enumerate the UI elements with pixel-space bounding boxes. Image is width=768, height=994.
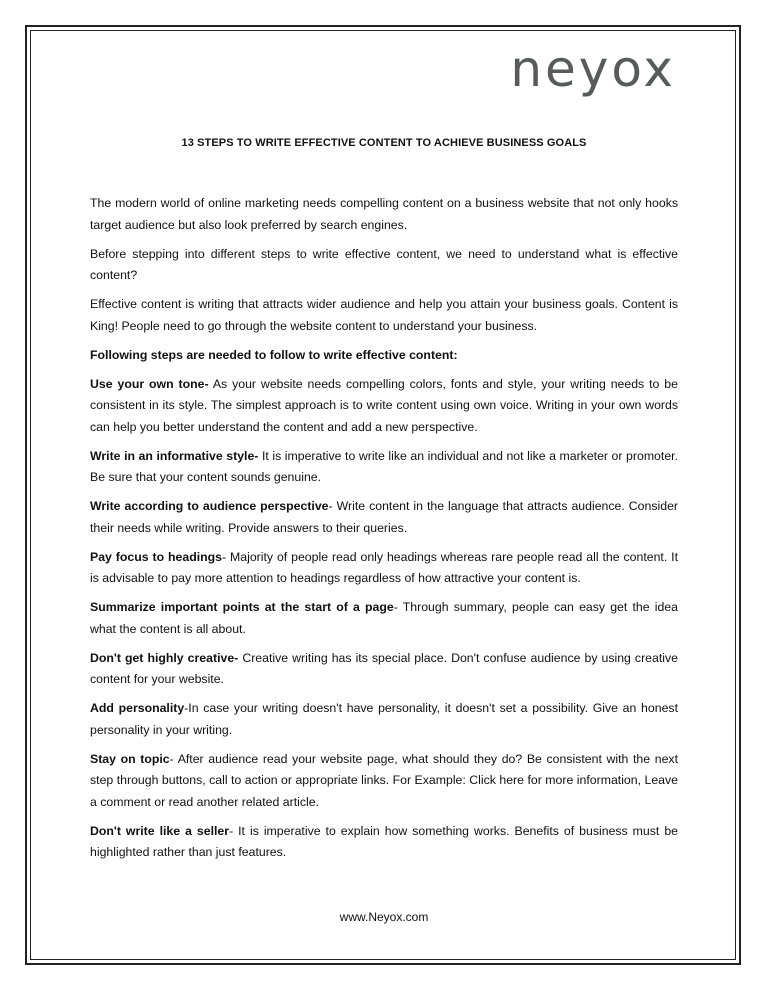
step-text: - It is imperative to explain how something works. Benefits of business must be highlighted rather than just features. (90, 823, 678, 859)
step-paragraph (90, 821, 678, 864)
step-heading: Stay on topic (90, 751, 170, 766)
step-text: It is imperative to write like an individual and not like a marketer or promoter. Be sure that your content sounds genuine. (90, 448, 678, 484)
step-text: - Majority of people read only headings whereas rare people read all the content. It is advisable to pay more attention to headings regardless of how attractive your content is. (90, 549, 679, 585)
step-heading: Summarize important points at the start of a page (90, 600, 394, 614)
step-text: - Write content in the language that attracts audience. Consider their needs while writing. Provide answers to their queries. (90, 499, 679, 535)
step-paragraph (90, 698, 678, 741)
document-body (90, 193, 678, 871)
intro-paragraph: Before stepping into different steps to write effective content, we need to understand what is effective content? (90, 246, 678, 282)
step-paragraph (90, 597, 678, 640)
step-text: - After audience read your website page, what should they do? Be consistent with the next step through buttons, call to action or appropriate links. For Example: Click here for more information, Leave a comment or read another related article. (90, 751, 678, 809)
step-heading: Add personality (90, 701, 185, 715)
step-heading: Use your own tone- (90, 376, 209, 391)
step-heading: Write in an informative style- (90, 448, 259, 463)
step-heading: Pay focus to headings (90, 549, 222, 564)
footer-url: www.Neyox.com (339, 910, 429, 924)
step-paragraph (90, 547, 678, 590)
steps-heading (90, 345, 678, 367)
intro-paragraph: The modern world of online marketing needs compelling content on a business website that not only hooks target audience but also look preferred by search engines. (90, 196, 678, 232)
step-text: -In case your writing doesn't have personality, it doesn't set a possibility. Give an honest personality in your writing. (90, 701, 678, 737)
step-paragraph (90, 374, 678, 439)
step-text: As your website needs compelling colors, fonts and style, your writing needs to be consistent in its style. The simplest approach is to write content using own voice. Writing in your own words can help you better understand the content and add a new perspective. (90, 376, 678, 434)
step-paragraph (90, 749, 678, 814)
intro-paragraph: Effective content is writing that attracts wider audience and help you attain your business goals. Content is King! People need to go through the website content to understand your business. (90, 297, 678, 333)
neyox-logo: neyox (510, 40, 676, 98)
step-heading: Write according to audience perspective (90, 499, 329, 513)
document-title: 13 STEPS TO WRITE EFFECTIVE CONTENT TO ACHIEVE BUSINESS GOALS (181, 137, 587, 149)
step-heading: Don't get highly creative- (90, 650, 239, 665)
step-text: - Through summary, people can easy get the idea what the content is all about. (90, 600, 678, 636)
step-heading: Don't write like a seller (90, 823, 230, 838)
step-text: Creative writing has its special place. Don't confuse audience by using creative content for your website. (90, 650, 678, 686)
step-paragraph (90, 496, 678, 539)
step-paragraph (90, 446, 678, 489)
steps-heading-text: Following steps are needed to follow to write effective content: (90, 347, 458, 362)
step-paragraph (90, 648, 678, 691)
